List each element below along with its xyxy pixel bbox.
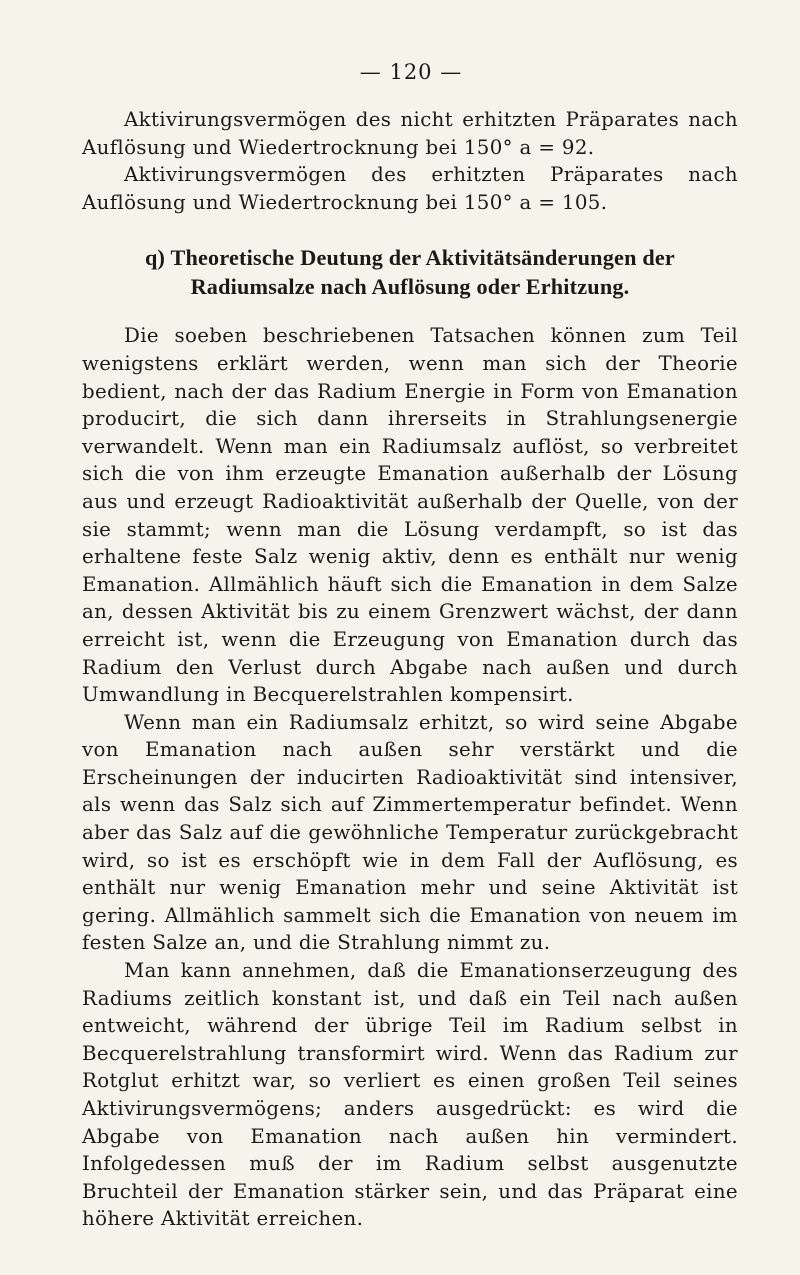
section-heading: q) Theoretische Deutung der Aktivitätsänderungen der Radiumsalze nach Auflösung oder Erhitzung.: [145, 245, 675, 300]
measurement-line-unheated: Aktivirungsvermögen des nicht erhitzten Präparates nach Auflösung und Wiedertrocknung bei 150° a = 92.: [82, 108, 738, 159]
page-number: — 120 —: [359, 60, 463, 84]
body-paragraph-3: Man kann annehmen, daß die Emanationserzeugung des Radiums zeitlich konstant ist, und daß ein Teil nach außen entweicht, während der übrige Teil im Radium selbst in Becquerelstrahlung transformirt wird. Wenn das Radium zur Rotglut erhitzt war, so verliert es einen großen Teil seines Aktivirungsvermögens; anders ausgedrückt: es wird die Abgabe von Emanation nach außen hin vermindert. Infolgedessen muß der im Radium selbst ausgenutzte Bruchteil der Emanation stärker sein, und das Präparat eine höhere Aktivität erreichen.: [82, 959, 738, 1231]
measurement-line-heated: Aktivirungsvermögen des erhitzten Präparates nach Auflösung und Wiedertrocknung bei 150° a = 105.: [82, 163, 738, 214]
body-paragraph-2: Wenn man ein Radiumsalz erhitzt, so wird seine Abgabe von Emanation nach außen sehr verstärkt und die Erscheinungen der inducirten Radioaktivität sind intensiver, als wenn das Salz sich auf Zimmertemperatur befindet. Wenn aber das Salz auf die gewöhnliche Temperatur zurückgebracht wird, so ist es erschöpft wie in dem Fall der Auflösung, es enthält nur wenig Emanation mehr und seine Aktivität ist gering. Allmählich sammelt sich die Emanation von neuem im festen Salze an, und die Strahlung nimmt zu.: [82, 710, 738, 955]
body-paragraph-1: Die soeben beschriebenen Tatsachen können zum Teil wenigstens erklärt werden, wenn man sich der Theorie bedient, nach der das Radium Energie in Form von Emanation producirt, die sich dann ihrerseits in Strahlungsenergie verwandelt. Wenn man ein Radiumsalz auflöst, so verbreitet sich die von ihm erzeugte Emanation außerhalb der Lösung aus und erzeugt Radioaktivität außerhalb der Quelle, von der sie stammt; wenn man die Lösung verdampft, so ist das erhaltene feste Salz wenig aktiv, denn es enthält nur wenig Emanation. Allmählich häuft sich die Emanation in dem Salze an, dessen Aktivität bis zu einem Grenzwert wächst, der dann erreicht ist, wenn die Erzeugung von Emanation durch das Radium den Verlust durch Abgabe nach außen und durch Umwandlung in Becquerelstrahlen kompensirt.: [82, 324, 738, 707]
